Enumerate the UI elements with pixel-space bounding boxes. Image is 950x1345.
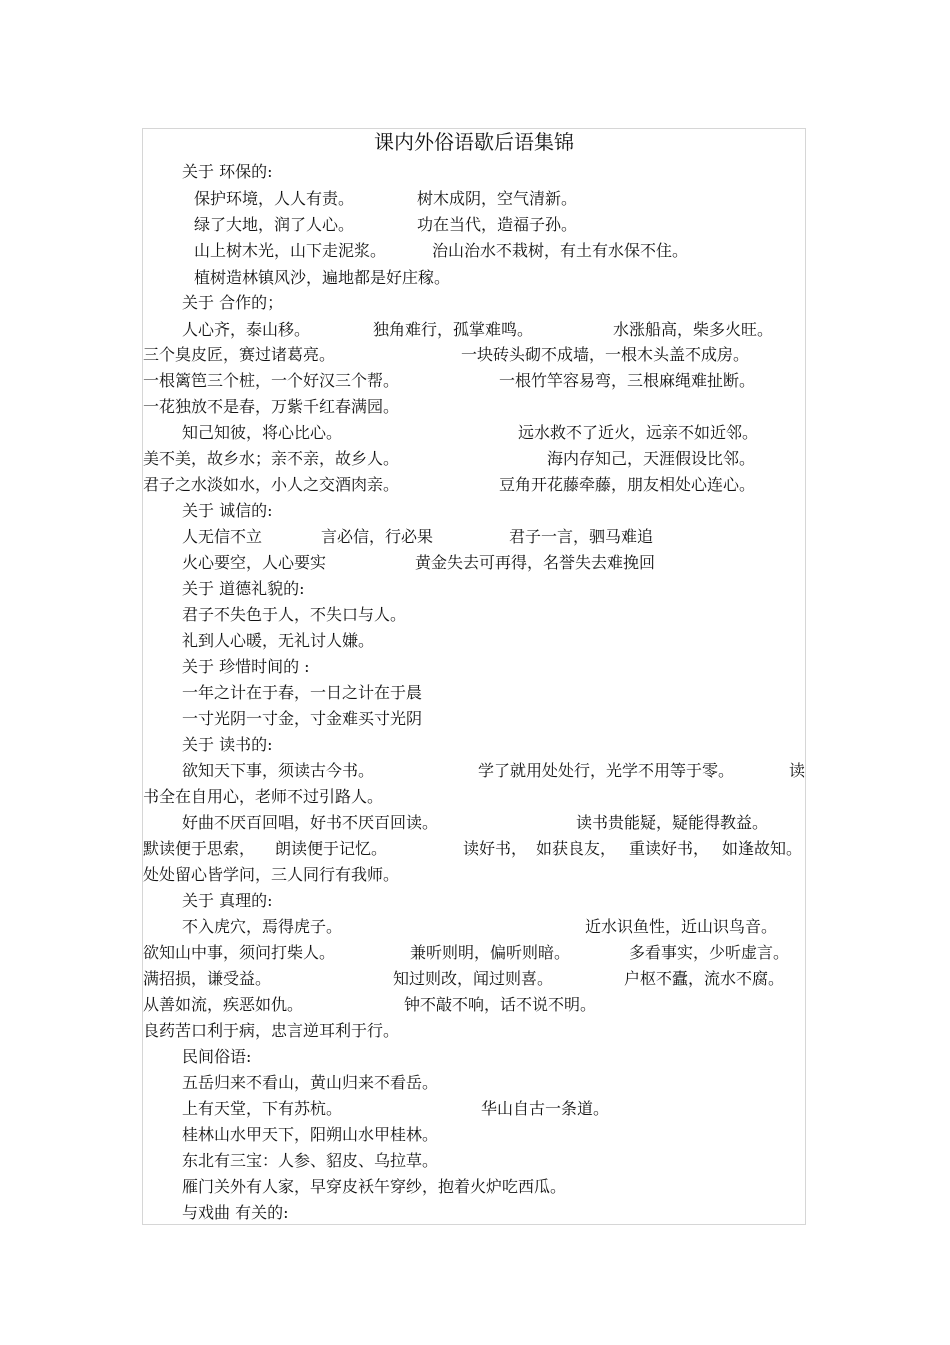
text-line: 良药苦口利于病，忠言逆耳利于行。 [143, 1021, 400, 1040]
text-line: 君子不失色于人，不失口与人。 [182, 605, 407, 624]
text-line: 树木成阴，空气清新。 [417, 189, 578, 208]
text-line: 植树造林镇风沙，遍地都是好庄稼。 [194, 268, 451, 287]
text-line: 远水救不了近火，远亲不如近邻。 [518, 423, 759, 442]
text-line: 关于 真理的: [182, 891, 273, 910]
text-line: 黄金失去可再得，名誉失去难挽回 [415, 553, 656, 572]
text-line: 户枢不蠹，流水不腐。 [624, 969, 785, 988]
text-line: 君子一言，驷马难追 [509, 527, 654, 546]
text-line: 与戏曲 有关的: [182, 1203, 289, 1222]
text-line: 好曲不厌百回唱，好书不厌百回读。 [182, 813, 439, 832]
text-line: 读 [789, 761, 806, 780]
text-line: 水涨船高，柴多火旺。 [613, 320, 774, 339]
text-line: 知己知彼，将心比心。 [182, 423, 343, 442]
text-line: 默读便于思索， [143, 839, 256, 858]
text-line: 上有天堂，下有苏杭。 [182, 1099, 343, 1118]
text-line: 人心齐，泰山移。 [182, 320, 311, 339]
text-line: 雁门关外有人家，早穿皮袄午穿纱，抱着火炉吃西瓜。 [182, 1177, 567, 1196]
text-line: 关于 读书的: [182, 735, 273, 754]
text-line: 言必信，行必果 [321, 527, 434, 546]
text-line: 关于 道德礼貌的: [182, 579, 305, 598]
text-line: 读好书， [463, 839, 528, 858]
text-line: 一根竹竿容易弯，三根麻绳难扯断。 [499, 371, 756, 390]
text-line: 如逢故知。 [722, 839, 803, 858]
text-line: 人无信不立 [182, 527, 263, 546]
text-line: 绿了大地，润了人心。 [194, 215, 355, 234]
text-line: 书全在自用心，老师不过引路人。 [143, 787, 384, 806]
text-line: 独角难行，孤掌难鸣。 [373, 320, 534, 339]
text-line: 功在当代，造福子孙。 [417, 215, 578, 234]
text-line: 治山治水不栽树，有土有水保不住。 [432, 241, 689, 260]
text-line: 君子之水淡如水，小人之交酒肉亲。 [143, 475, 400, 494]
text-line: 处处留心皆学问，三人同行有我师。 [143, 865, 400, 884]
text-line: 民间俗语: [182, 1047, 252, 1066]
text-line: 桂林山水甲天下，阳朔山水甲桂林。 [182, 1125, 439, 1144]
text-line: 钟不敲不响，话不说不明。 [404, 995, 597, 1014]
text-line: 山上树木光，山下走泥浆。 [194, 241, 387, 260]
page-title: 课内外俗语歇后语集锦 [374, 130, 574, 154]
text-line: 兼听则明，偏听则暗。 [410, 943, 571, 962]
text-line: 三个臭皮匠，赛过诸葛亮。 [143, 345, 336, 364]
text-line: 豆角开花藤牵藤，朋友相处心连心。 [499, 475, 756, 494]
text-line: 如获良友， [536, 839, 617, 858]
text-line: 一年之计在于春，一日之计在于晨 [182, 683, 423, 702]
text-line: 学了就用处处行，光学不用等于零。 [478, 761, 735, 780]
text-line: 礼到人心暖，无礼讨人嫌。 [182, 631, 375, 650]
text-line: 近水识鱼性，近山识鸟音。 [585, 917, 778, 936]
text-line: 朗读便于记忆。 [275, 839, 388, 858]
text-line: 多看事实，少听虚言。 [629, 943, 790, 962]
text-line: 火心要空，人心要实 [182, 553, 327, 572]
text-line: 读书贵能疑，疑能得教益。 [576, 813, 769, 832]
text-line: 满招损，谦受益。 [143, 969, 272, 988]
text-line: 海内存知己，天涯假设比邻。 [547, 449, 756, 468]
text-line: 一花独放不是春，万紫千红春满园。 [143, 397, 400, 416]
text-line: 关于 珍惜时间的 : [182, 657, 310, 676]
text-line: 一寸光阴一寸金，寸金难买寸光阴 [182, 709, 423, 728]
text-line: 重读好书， [629, 839, 710, 858]
text-line: 不入虎穴，焉得虎子。 [182, 917, 343, 936]
text-line: 从善如流，疾恶如仇。 [143, 995, 304, 1014]
text-line: 美不美，故乡水；亲不亲，故乡人。 [143, 449, 400, 468]
text-line: 关于 诚信的: [182, 501, 273, 520]
text-line: 知过则改，闻过则喜。 [393, 969, 554, 988]
text-line: 东北有三宝：人参、貂皮、乌拉草。 [182, 1151, 439, 1170]
text-line: 一根篱笆三个桩，一个好汉三个帮。 [143, 371, 400, 390]
text-line: 五岳归来不看山，黄山归来不看岳。 [182, 1073, 439, 1092]
text-line: 一块砖头砌不成墙，一根木头盖不成房。 [461, 345, 750, 364]
text-line: 欲知天下事，须读古今书。 [182, 761, 375, 780]
text-line: 欲知山中事，须问打柴人。 [143, 943, 336, 962]
text-line: 关于 合作的； [182, 293, 284, 312]
text-line: 华山自古一条道。 [481, 1099, 610, 1118]
text-line: 关于 环保的: [182, 162, 273, 181]
text-line: 保护环境，人人有责。 [194, 189, 355, 208]
